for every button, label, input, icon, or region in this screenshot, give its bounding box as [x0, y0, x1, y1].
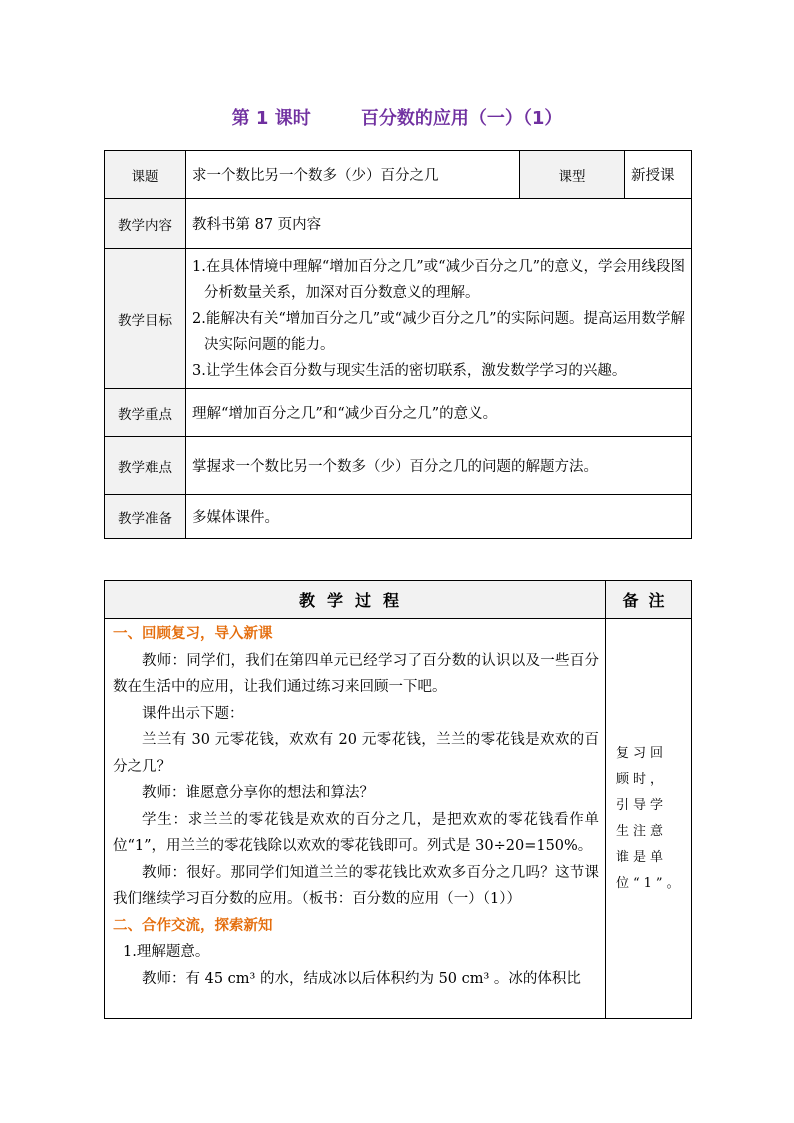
prep-row [105, 495, 692, 539]
sub-heading: 1.理解题意。 [123, 944, 210, 960]
goals-row [105, 249, 692, 389]
goals-label: 教学目标 [105, 249, 186, 389]
process-header-row [105, 581, 692, 619]
key-row [105, 389, 692, 437]
paragraph: 教师：同学们，我们在第四单元已经学习了百分数的认识以及一些百分数在生活中的应用，让我们通过练习来回顾一下吧。 [113, 652, 599, 695]
process-content [105, 619, 606, 1019]
key-label: 教学重点 [105, 389, 186, 437]
paragraph: 课件出示下题： [142, 705, 244, 722]
process-header: 教学过程 [105, 581, 606, 619]
lesson-info-table [104, 150, 692, 539]
type-value: 新授课 [625, 151, 692, 199]
paragraph: 兰兰有 30 元零花钱，欢欢有 20 元零花钱，兰兰的零花钱是欢欢的百分之几？ [113, 732, 599, 775]
key-value: 理解“增加百分之几”和“减少百分之几”的意义。 [186, 389, 692, 437]
goal-item: 3.让学生体会百分数与现实生活的密切联系，激发数学学习的兴趣。 [192, 362, 627, 379]
topic-label: 课题 [105, 151, 186, 199]
content-label: 教学内容 [105, 199, 186, 249]
section-heading: 二、合作交流，探索新知 [113, 917, 273, 934]
difficulty-label: 教学难点 [105, 437, 186, 495]
topic-row [105, 151, 692, 199]
paragraph: 教师：有 45 cm³ 的水，结成冰以后体积约为 50 cm³ 。冰的体积比 [142, 970, 581, 987]
difficulty-value: 掌握求一个数比另一个数多（少）百分之几的问题的解题方法。 [186, 437, 692, 495]
notes-header: 备注 [606, 581, 692, 619]
lesson-title: 第 1 课时 百分数的应用（一）（1） [231, 108, 563, 129]
teaching-process-table [104, 580, 692, 1019]
goal-item: 1.在具体情境中理解“增加百分之几”或“减少百分之几”的意义，学会用线段图分析数量关系，加深对百分数意义的理解。 [192, 258, 685, 301]
topic-value: 求一个数比另一个数多（少）百分之几 [186, 151, 520, 199]
paragraph: 教师：谁愿意分享你的想法和算法？ [142, 785, 374, 801]
type-label: 课型 [520, 151, 625, 199]
content-row [105, 199, 692, 249]
paragraph: 学生：求兰兰的零花钱是欢欢的百分之几，是把欢欢的零花钱看作单位“1”，用兰兰的零花钱除以欢欢的零花钱即可。列式是 30÷20=150%。 [113, 811, 599, 854]
process-body-row [105, 619, 692, 1019]
prep-label: 教学准备 [105, 495, 186, 539]
difficulty-row [105, 437, 692, 495]
goals-list [186, 249, 692, 389]
section-heading: 一、回顾复习，导入新课 [113, 626, 273, 642]
side-note: 复习回顾时，引导学生注意谁是单位“1”。 [606, 619, 692, 1019]
content-value: 教科书第 87 页内容 [186, 199, 692, 249]
paragraph: 教师：很好。那同学们知道兰兰的零花钱比欢欢多百分之几吗？这节课我们继续学习百分数的应用。（板书：百分数的应用（一）（1）） [113, 864, 599, 907]
goal-item: 2.能解决有关“增加百分之几”或“减少百分之几”的实际问题。提高运用数学解决实际问题的能力。 [192, 310, 685, 353]
prep-value: 多媒体课件。 [186, 495, 692, 539]
